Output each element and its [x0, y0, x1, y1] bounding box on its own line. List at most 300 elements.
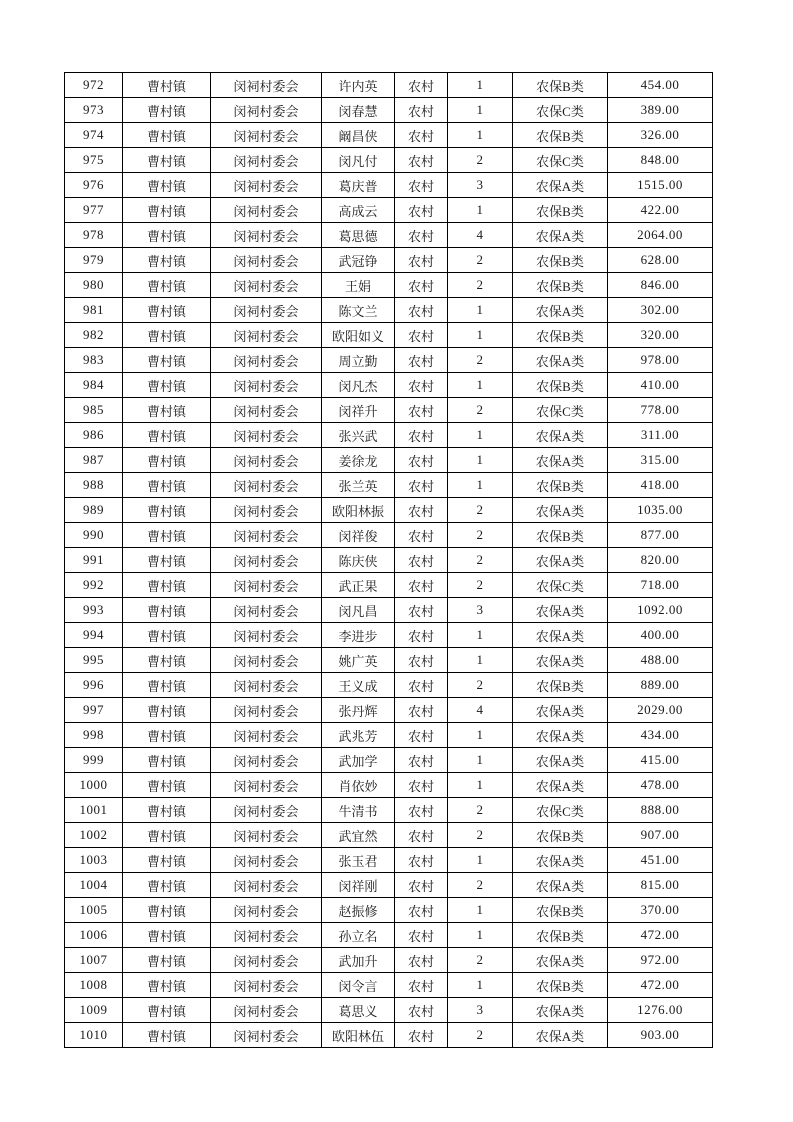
cell-person-count: 2 [448, 248, 513, 273]
cell-subsidy-category: 农保B类 [513, 273, 608, 298]
cell-village-committee: 闵祠村委会 [211, 873, 322, 898]
cell-person-name: 葛思德 [322, 223, 395, 248]
table-row [65, 423, 713, 448]
cell-person-count: 1 [448, 923, 513, 948]
cell-person-name: 欧阳林伍 [322, 1023, 395, 1048]
cell-person-count: 4 [448, 698, 513, 723]
cell-town: 曹村镇 [123, 648, 211, 673]
table-row [65, 923, 713, 948]
cell-town: 曹村镇 [123, 623, 211, 648]
cell-serial-number: 999 [65, 748, 123, 773]
cell-person-name: 武加学 [322, 748, 395, 773]
table-row [65, 748, 713, 773]
cell-village-committee: 闵祠村委会 [211, 473, 322, 498]
cell-amount: 418.00 [608, 473, 713, 498]
cell-residence-type: 农村 [395, 398, 448, 423]
cell-subsidy-category: 农保A类 [513, 448, 608, 473]
cell-village-committee: 闵祠村委会 [211, 198, 322, 223]
cell-amount: 1035.00 [608, 498, 713, 523]
cell-amount: 846.00 [608, 273, 713, 298]
cell-serial-number: 998 [65, 723, 123, 748]
cell-subsidy-category: 农保A类 [513, 1023, 608, 1048]
cell-town: 曹村镇 [123, 123, 211, 148]
cell-residence-type: 农村 [395, 798, 448, 823]
cell-amount: 389.00 [608, 98, 713, 123]
cell-person-count: 1 [448, 373, 513, 398]
table-row [65, 898, 713, 923]
cell-village-committee: 闵祠村委会 [211, 898, 322, 923]
cell-residence-type: 农村 [395, 973, 448, 998]
cell-village-committee: 闵祠村委会 [211, 273, 322, 298]
cell-amount: 1276.00 [608, 998, 713, 1023]
cell-town: 曹村镇 [123, 948, 211, 973]
cell-person-name: 高成云 [322, 198, 395, 223]
cell-village-committee: 闵祠村委会 [211, 98, 322, 123]
cell-person-name: 闵凡杰 [322, 373, 395, 398]
cell-village-committee: 闵祠村委会 [211, 423, 322, 448]
cell-person-name: 武冠铮 [322, 248, 395, 273]
cell-subsidy-category: 农保B类 [513, 973, 608, 998]
cell-village-committee: 闵祠村委会 [211, 523, 322, 548]
cell-serial-number: 1007 [65, 948, 123, 973]
cell-person-name: 张玉君 [322, 848, 395, 873]
cell-village-committee: 闵祠村委会 [211, 298, 322, 323]
cell-person-count: 2 [448, 348, 513, 373]
cell-person-count: 3 [448, 173, 513, 198]
cell-serial-number: 976 [65, 173, 123, 198]
cell-town: 曹村镇 [123, 148, 211, 173]
cell-residence-type: 农村 [395, 698, 448, 723]
cell-residence-type: 农村 [395, 98, 448, 123]
cell-person-name: 武兆芳 [322, 723, 395, 748]
cell-residence-type: 农村 [395, 248, 448, 273]
cell-amount: 820.00 [608, 548, 713, 573]
cell-person-count: 1 [448, 298, 513, 323]
cell-village-committee: 闵祠村委会 [211, 823, 322, 848]
cell-serial-number: 1005 [65, 898, 123, 923]
cell-person-name: 欧阳林振 [322, 498, 395, 523]
table-row [65, 723, 713, 748]
cell-subsidy-category: 农保A类 [513, 848, 608, 873]
cell-residence-type: 农村 [395, 473, 448, 498]
cell-town: 曹村镇 [123, 448, 211, 473]
cell-amount: 302.00 [608, 298, 713, 323]
cell-village-committee: 闵祠村委会 [211, 598, 322, 623]
table-row [65, 223, 713, 248]
cell-residence-type: 农村 [395, 673, 448, 698]
cell-town: 曹村镇 [123, 848, 211, 873]
cell-residence-type: 农村 [395, 598, 448, 623]
cell-amount: 472.00 [608, 923, 713, 948]
cell-town: 曹村镇 [123, 573, 211, 598]
table-row [65, 298, 713, 323]
cell-village-committee: 闵祠村委会 [211, 548, 322, 573]
table-row [65, 773, 713, 798]
cell-subsidy-category: 农保A类 [513, 498, 608, 523]
cell-residence-type: 农村 [395, 873, 448, 898]
cell-amount: 1515.00 [608, 173, 713, 198]
cell-town: 曹村镇 [123, 773, 211, 798]
cell-residence-type: 农村 [395, 448, 448, 473]
cell-subsidy-category: 农保B类 [513, 123, 608, 148]
cell-residence-type: 农村 [395, 623, 448, 648]
cell-subsidy-category: 农保B类 [513, 898, 608, 923]
cell-person-name: 陈文兰 [322, 298, 395, 323]
cell-subsidy-category: 农保B类 [513, 248, 608, 273]
cell-person-name: 闵春慧 [322, 98, 395, 123]
cell-amount: 422.00 [608, 198, 713, 223]
cell-town: 曹村镇 [123, 98, 211, 123]
cell-residence-type: 农村 [395, 648, 448, 673]
cell-residence-type: 农村 [395, 273, 448, 298]
cell-person-name: 李进步 [322, 623, 395, 648]
cell-subsidy-category: 农保B类 [513, 673, 608, 698]
cell-person-count: 1 [448, 448, 513, 473]
cell-serial-number: 1010 [65, 1023, 123, 1048]
cell-person-name: 闵令言 [322, 973, 395, 998]
table-row [65, 548, 713, 573]
cell-village-committee: 闵祠村委会 [211, 73, 322, 98]
cell-person-name: 赵振修 [322, 898, 395, 923]
cell-serial-number: 989 [65, 498, 123, 523]
cell-village-committee: 闵祠村委会 [211, 673, 322, 698]
cell-person-name: 武宜然 [322, 823, 395, 848]
cell-residence-type: 农村 [395, 423, 448, 448]
cell-village-committee: 闵祠村委会 [211, 698, 322, 723]
cell-person-name: 阚昌侠 [322, 123, 395, 148]
cell-amount: 326.00 [608, 123, 713, 148]
cell-residence-type: 农村 [395, 723, 448, 748]
table-row [65, 573, 713, 598]
cell-subsidy-category: 农保B类 [513, 523, 608, 548]
cell-subsidy-category: 农保A类 [513, 948, 608, 973]
table-row [65, 523, 713, 548]
cell-serial-number: 994 [65, 623, 123, 648]
table-row [65, 973, 713, 998]
cell-amount: 320.00 [608, 323, 713, 348]
cell-person-count: 2 [448, 148, 513, 173]
cell-subsidy-category: 农保A类 [513, 348, 608, 373]
cell-subsidy-category: 农保A类 [513, 723, 608, 748]
table-row [65, 273, 713, 298]
cell-town: 曹村镇 [123, 173, 211, 198]
cell-village-committee: 闵祠村委会 [211, 623, 322, 648]
cell-person-count: 2 [448, 673, 513, 698]
cell-serial-number: 995 [65, 648, 123, 673]
cell-village-committee: 闵祠村委会 [211, 948, 322, 973]
cell-serial-number: 980 [65, 273, 123, 298]
table-row [65, 998, 713, 1023]
cell-person-count: 2 [448, 523, 513, 548]
cell-person-count: 4 [448, 223, 513, 248]
cell-serial-number: 988 [65, 473, 123, 498]
cell-residence-type: 农村 [395, 823, 448, 848]
cell-town: 曹村镇 [123, 598, 211, 623]
cell-person-name: 武正果 [322, 573, 395, 598]
cell-serial-number: 1001 [65, 798, 123, 823]
cell-person-count: 1 [448, 748, 513, 773]
cell-person-name: 闵祥升 [322, 398, 395, 423]
cell-residence-type: 农村 [395, 123, 448, 148]
cell-serial-number: 973 [65, 98, 123, 123]
cell-person-name: 武加升 [322, 948, 395, 973]
cell-serial-number: 987 [65, 448, 123, 473]
cell-amount: 628.00 [608, 248, 713, 273]
cell-person-count: 2 [448, 948, 513, 973]
cell-village-committee: 闵祠村委会 [211, 123, 322, 148]
cell-residence-type: 农村 [395, 198, 448, 223]
cell-residence-type: 农村 [395, 73, 448, 98]
cell-person-count: 2 [448, 823, 513, 848]
cell-person-name: 张兴武 [322, 423, 395, 448]
cell-person-name: 张丹辉 [322, 698, 395, 723]
cell-amount: 888.00 [608, 798, 713, 823]
cell-residence-type: 农村 [395, 148, 448, 173]
cell-village-committee: 闵祠村委会 [211, 348, 322, 373]
cell-amount: 478.00 [608, 773, 713, 798]
cell-residence-type: 农村 [395, 923, 448, 948]
cell-person-count: 2 [448, 398, 513, 423]
cell-subsidy-category: 农保B类 [513, 473, 608, 498]
table-row [65, 1023, 713, 1048]
table-row [65, 448, 713, 473]
cell-serial-number: 979 [65, 248, 123, 273]
cell-person-count: 2 [448, 873, 513, 898]
cell-town: 曹村镇 [123, 273, 211, 298]
cell-amount: 972.00 [608, 948, 713, 973]
cell-amount: 718.00 [608, 573, 713, 598]
cell-person-count: 1 [448, 623, 513, 648]
cell-amount: 311.00 [608, 423, 713, 448]
cell-serial-number: 1008 [65, 973, 123, 998]
cell-town: 曹村镇 [123, 498, 211, 523]
table-row [65, 323, 713, 348]
cell-town: 曹村镇 [123, 473, 211, 498]
cell-amount: 815.00 [608, 873, 713, 898]
cell-serial-number: 972 [65, 73, 123, 98]
cell-amount: 454.00 [608, 73, 713, 98]
cell-serial-number: 975 [65, 148, 123, 173]
cell-village-committee: 闵祠村委会 [211, 573, 322, 598]
cell-person-name: 牛清书 [322, 798, 395, 823]
cell-amount: 415.00 [608, 748, 713, 773]
cell-town: 曹村镇 [123, 548, 211, 573]
cell-village-committee: 闵祠村委会 [211, 148, 322, 173]
cell-amount: 2064.00 [608, 223, 713, 248]
cell-subsidy-category: 农保B类 [513, 823, 608, 848]
cell-person-count: 1 [448, 473, 513, 498]
cell-serial-number: 984 [65, 373, 123, 398]
cell-village-committee: 闵祠村委会 [211, 173, 322, 198]
cell-person-name: 闵凡昌 [322, 598, 395, 623]
cell-serial-number: 986 [65, 423, 123, 448]
cell-serial-number: 1006 [65, 923, 123, 948]
cell-person-name: 姜徐龙 [322, 448, 395, 473]
cell-residence-type: 农村 [395, 348, 448, 373]
cell-town: 曹村镇 [123, 523, 211, 548]
cell-residence-type: 农村 [395, 573, 448, 598]
cell-person-count: 1 [448, 198, 513, 223]
cell-town: 曹村镇 [123, 698, 211, 723]
cell-person-name: 肖依妙 [322, 773, 395, 798]
cell-person-count: 3 [448, 598, 513, 623]
cell-amount: 889.00 [608, 673, 713, 698]
cell-person-count: 1 [448, 323, 513, 348]
cell-serial-number: 992 [65, 573, 123, 598]
table-row [65, 623, 713, 648]
table-row [65, 173, 713, 198]
cell-amount: 778.00 [608, 398, 713, 423]
cell-town: 曹村镇 [123, 723, 211, 748]
cell-person-count: 1 [448, 423, 513, 448]
cell-serial-number: 993 [65, 598, 123, 623]
cell-village-committee: 闵祠村委会 [211, 223, 322, 248]
cell-subsidy-category: 农保C类 [513, 148, 608, 173]
cell-person-name: 陈庆侠 [322, 548, 395, 573]
cell-person-name: 闵祥俊 [322, 523, 395, 548]
cell-town: 曹村镇 [123, 973, 211, 998]
cell-town: 曹村镇 [123, 873, 211, 898]
cell-amount: 315.00 [608, 448, 713, 473]
cell-village-committee: 闵祠村委会 [211, 398, 322, 423]
cell-person-name: 孙立名 [322, 923, 395, 948]
cell-person-count: 3 [448, 998, 513, 1023]
cell-town: 曹村镇 [123, 373, 211, 398]
cell-person-count: 2 [448, 573, 513, 598]
cell-person-count: 2 [448, 548, 513, 573]
cell-village-committee: 闵祠村委会 [211, 723, 322, 748]
table-row [65, 98, 713, 123]
cell-town: 曹村镇 [123, 73, 211, 98]
cell-person-name: 王娟 [322, 273, 395, 298]
cell-subsidy-category: 农保A类 [513, 998, 608, 1023]
cell-person-count: 1 [448, 98, 513, 123]
cell-serial-number: 978 [65, 223, 123, 248]
table-row [65, 123, 713, 148]
cell-amount: 472.00 [608, 973, 713, 998]
table-row [65, 948, 713, 973]
cell-subsidy-category: 农保B类 [513, 923, 608, 948]
table-row [65, 148, 713, 173]
cell-subsidy-category: 农保A类 [513, 173, 608, 198]
cell-residence-type: 农村 [395, 498, 448, 523]
cell-residence-type: 农村 [395, 298, 448, 323]
cell-person-count: 2 [448, 798, 513, 823]
cell-residence-type: 农村 [395, 173, 448, 198]
cell-residence-type: 农村 [395, 848, 448, 873]
table-row [65, 198, 713, 223]
cell-residence-type: 农村 [395, 898, 448, 923]
cell-amount: 903.00 [608, 1023, 713, 1048]
cell-village-committee: 闵祠村委会 [211, 648, 322, 673]
cell-village-committee: 闵祠村委会 [211, 373, 322, 398]
table-row [65, 73, 713, 98]
cell-residence-type: 农村 [395, 748, 448, 773]
cell-subsidy-category: 农保A类 [513, 698, 608, 723]
table-row [65, 473, 713, 498]
cell-village-committee: 闵祠村委会 [211, 923, 322, 948]
cell-person-count: 2 [448, 273, 513, 298]
cell-subsidy-category: 农保A类 [513, 873, 608, 898]
cell-town: 曹村镇 [123, 223, 211, 248]
table-row [65, 698, 713, 723]
cell-town: 曹村镇 [123, 323, 211, 348]
table-row [65, 398, 713, 423]
cell-amount: 400.00 [608, 623, 713, 648]
cell-town: 曹村镇 [123, 1023, 211, 1048]
cell-subsidy-category: 农保A类 [513, 623, 608, 648]
cell-village-committee: 闵祠村委会 [211, 248, 322, 273]
cell-residence-type: 农村 [395, 323, 448, 348]
cell-person-name: 葛思义 [322, 998, 395, 1023]
cell-person-name: 王义成 [322, 673, 395, 698]
cell-town: 曹村镇 [123, 923, 211, 948]
cell-serial-number: 985 [65, 398, 123, 423]
cell-residence-type: 农村 [395, 548, 448, 573]
cell-person-count: 1 [448, 73, 513, 98]
cell-residence-type: 农村 [395, 773, 448, 798]
cell-subsidy-category: 农保A类 [513, 598, 608, 623]
cell-subsidy-category: 农保C类 [513, 98, 608, 123]
cell-village-committee: 闵祠村委会 [211, 848, 322, 873]
cell-subsidy-category: 农保C类 [513, 398, 608, 423]
table-body [65, 73, 713, 1048]
cell-person-count: 2 [448, 498, 513, 523]
cell-subsidy-category: 农保B类 [513, 198, 608, 223]
cell-subsidy-category: 农保A类 [513, 223, 608, 248]
table-row [65, 348, 713, 373]
table-row [65, 798, 713, 823]
cell-subsidy-category: 农保B类 [513, 373, 608, 398]
cell-serial-number: 990 [65, 523, 123, 548]
cell-amount: 451.00 [608, 848, 713, 873]
cell-serial-number: 1002 [65, 823, 123, 848]
cell-amount: 410.00 [608, 373, 713, 398]
cell-subsidy-category: 农保A类 [513, 548, 608, 573]
cell-village-committee: 闵祠村委会 [211, 1023, 322, 1048]
cell-person-name: 欧阳如义 [322, 323, 395, 348]
cell-village-committee: 闵祠村委会 [211, 448, 322, 473]
cell-village-committee: 闵祠村委会 [211, 773, 322, 798]
cell-town: 曹村镇 [123, 423, 211, 448]
cell-town: 曹村镇 [123, 798, 211, 823]
cell-amount: 1092.00 [608, 598, 713, 623]
cell-person-count: 1 [448, 648, 513, 673]
cell-subsidy-category: 农保B类 [513, 73, 608, 98]
table-row [65, 823, 713, 848]
cell-person-count: 1 [448, 123, 513, 148]
cell-subsidy-category: 农保A类 [513, 773, 608, 798]
cell-residence-type: 农村 [395, 998, 448, 1023]
cell-town: 曹村镇 [123, 748, 211, 773]
cell-serial-number: 996 [65, 673, 123, 698]
cell-person-name: 闵祥刚 [322, 873, 395, 898]
cell-person-count: 2 [448, 1023, 513, 1048]
cell-town: 曹村镇 [123, 998, 211, 1023]
cell-person-name: 姚广英 [322, 648, 395, 673]
cell-serial-number: 977 [65, 198, 123, 223]
cell-serial-number: 1009 [65, 998, 123, 1023]
cell-subsidy-category: 农保B类 [513, 323, 608, 348]
cell-serial-number: 974 [65, 123, 123, 148]
cell-subsidy-category: 农保A类 [513, 298, 608, 323]
cell-town: 曹村镇 [123, 398, 211, 423]
cell-amount: 907.00 [608, 823, 713, 848]
cell-serial-number: 991 [65, 548, 123, 573]
cell-person-name: 张兰英 [322, 473, 395, 498]
cell-town: 曹村镇 [123, 198, 211, 223]
cell-town: 曹村镇 [123, 348, 211, 373]
